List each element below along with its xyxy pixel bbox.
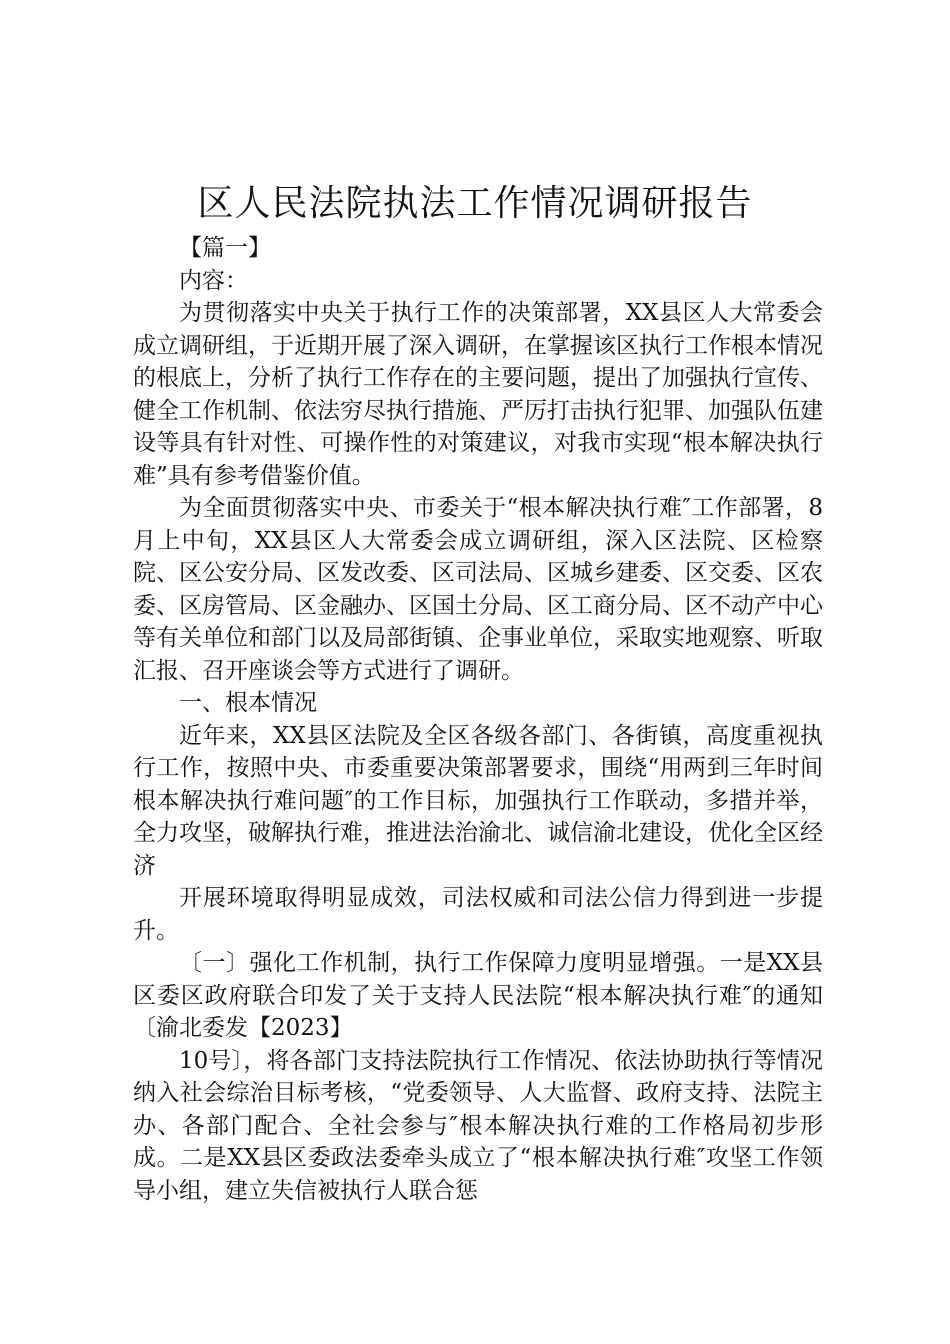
paragraph-no10: 10号〕，将各部门支持法院执行工作情况、依法协助执行等情况纳入社会综治目标考核，“党委领导、人大监督、政府支持、法院主办、各部门配合、全社会参与″根本解决执行难的工作格局初步形成。二是XX县区委政法委牵头成立了“根本解决执行难″攻坚工作领导小组，建立失信被执行人联合惩 xyxy=(133,1047,823,1204)
section-marker: 【篇一】 xyxy=(179,235,271,261)
paragraph-results: 开展环境取得明显成效，司法权威和司法公信力得到进一步提升。 xyxy=(133,885,823,944)
paragraph-research: 为全面贯彻落实中央、市委关于“根本解决执行难″工作部署，8月上中旬，XX县区人大常委会成立调研组，深入区法院、区检察院、区公安分局、区发改委、区司法局、区城乡建委、区交委、区农委、区房管局、区金融办、区国土分局、区工商分局、区不动产中心等有关单位和部门以及局部街镇、企事业单位，采取实地观察、听取汇报、召开座谈会等方式进行了调研。 xyxy=(133,495,823,684)
paragraph-mechanism: 〔一〕强化工作机制，执行工作保障力度明显增强。一是XX县区委区政府联合印发了关于支持人民法院“根本解决执行难″的通知〔渝北委发【2023】 xyxy=(133,950,823,1041)
document-title: 区人民法院执法工作情况调研报告 xyxy=(197,183,753,224)
section-heading-basic-situation: 一、根本情况 xyxy=(179,690,317,716)
paragraph-recent-years: 近年来，XX县区法院及全区各级各部门、各街镇，高度重视执行工作，按照中央、市委重要决策部署要求，围绕“用两到三年时间根本解决执行难问题″的工作目标，加强执行工作联动，多措并举，全力攻坚，破解执行难，推进法治渝北、诚信渝北建设，优化全区经济 xyxy=(133,722,823,879)
content-label: 内容： xyxy=(179,267,248,294)
document-body xyxy=(133,232,823,1207)
paragraph-summary: 为贯彻落实中央关于执行工作的决策部署，XX县区人大常委会成立调研组，于近期开展了深入调研，在掌握该区执行工作根本情况的根底上，分析了执行工作存在的主要问题，提出了加强执行宣传、健全工作机制、依法穷尽执行措施、严厉打击执行犯罪、加强队伍建设等具有针对性、可操作性的对策建议，对我市实现“根本解决执行难”具有参考借鉴价值。 xyxy=(133,300,823,489)
